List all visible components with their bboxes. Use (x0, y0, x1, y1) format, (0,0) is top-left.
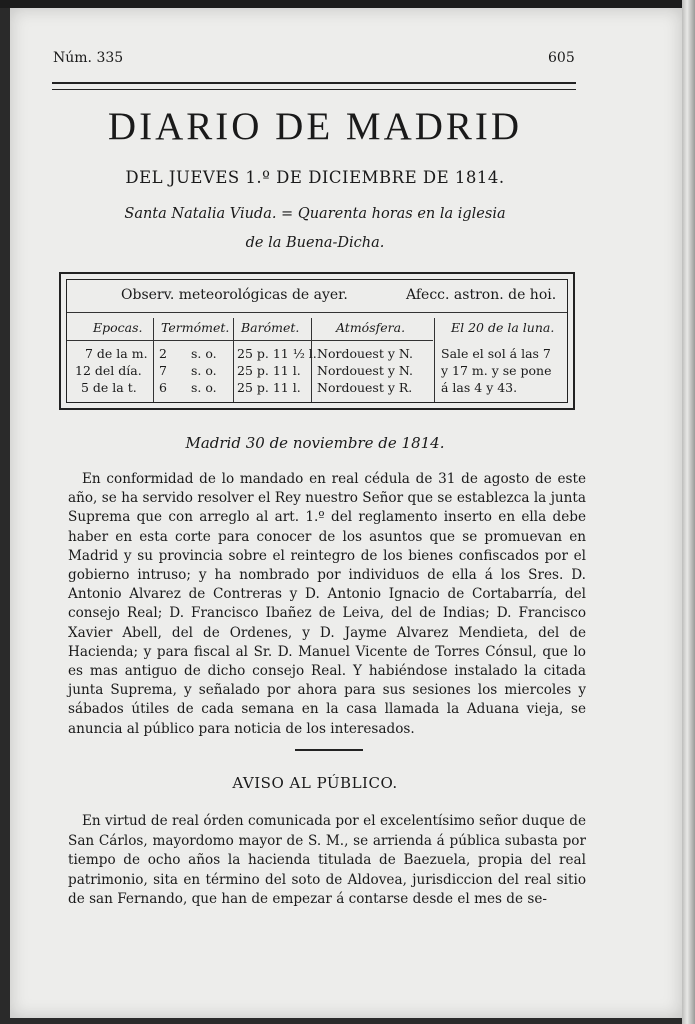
row2-atmosphere: Nordouest y N. (317, 363, 413, 378)
aviso-body: En virtud de real órden comunicada por el excelentísimo señor duque de San Cárlos, mayordomo mayor de S. M., se arrienda á pública subasta por tiempo de ocho años la hacienda titulada de Baezuela, propia del real patrimonio, sita en término del soto de Aldovea, jurisdiccion del real sitio de san Fernando, que han de empezar á contarse desde el mes de se- (68, 813, 586, 908)
row1-barometer: 25 p. 11 ½ l. (237, 346, 317, 361)
weather-col-divider-2 (233, 318, 234, 402)
row1-temp-scale: s. o. (191, 346, 217, 361)
row1-epoch: 7 de la m. (85, 346, 148, 361)
col-head-barometro: Barómet. (241, 320, 300, 335)
weather-header-rule (67, 312, 567, 313)
row3-temp-scale: s. o. (191, 380, 217, 395)
page-edge-right (682, 0, 695, 1024)
weather-col-divider-1 (153, 318, 154, 402)
article-body: En conformidad de lo mandado en real cédula de 31 de agosto de este año, se ha servido resolver el Rey nuestro Señor que se establezca la junta Suprema que con arreglo al art. 1.º del reglamento inserto en ella debe haber en esta corte para conocer de los asuntos que se promuevan en Madrid y su provincia sobre el reintegro de los bienes confiscados por el gobierno intruso; y ha nombrado por individuos de ella á los Sres. D. Antonio Alvarez de Contreras y D. Antonio Ignacio de Cortabarría, del consejo Real; D. Francisco Ibañez de Leiva, del de Indias; D. Francisco Xavier Abell, del de Ordenes, y D. Jayme Alvarez Mendieta, del de Hacienda; y para fiscal al Sr. D. Manuel Vicente de Torres Cónsul, que lo es mas antiguo de dicho consejo Real. Y habiéndose instalado la citada junta Suprema, y señalado por ahora para sus sesiones los miercoles y sábados útiles de cada semana en la casa llamada la Aduana vieja, se anuncia al público para noticia de los interesados. (68, 471, 586, 737)
article-dateline: Madrid 30 de noviembre de 1814. (185, 434, 445, 452)
weather-astro-title: Afecc. astron. de hoi. (406, 287, 557, 303)
col-head-atmosfera: Atmósfera. (336, 320, 406, 335)
row3-barometer: 25 p. 11 l. (237, 380, 301, 395)
astro-line-3: á las 4 y 43. (441, 380, 518, 395)
astro-line-1: Sale el sol á las 7 (441, 346, 551, 361)
issue-dateline: DEL JUEVES 1.º DE DICIEMBRE DE 1814. (125, 168, 505, 187)
row1-temp-deg: 2 (159, 346, 167, 361)
aviso-heading: AVISO AL PÚBLICO. (232, 774, 398, 792)
page-number: 605 (548, 50, 575, 66)
weather-col-divider-4 (434, 318, 435, 402)
masthead-title: DIARIO DE MADRID (107, 105, 523, 148)
row2-epoch: 12 del día. (75, 363, 142, 378)
issue-number: Núm. 335 (53, 50, 124, 66)
newspaper-page (10, 8, 682, 1018)
weather-observations-title: Observ. meteorológicas de ayer. (121, 287, 348, 303)
col-head-termometro: Termómet. (161, 320, 230, 335)
astro-line-2: y 17 m. y se pone (441, 363, 552, 378)
saint-of-day-line1: Santa Natalia Viuda. = Quarenta horas en la iglesia (124, 206, 506, 222)
row3-epoch: 5 de la t. (81, 380, 137, 395)
weather-table (59, 272, 575, 410)
row3-atmosphere: Nordouest y R. (317, 380, 413, 395)
row2-barometer: 25 p. 11 l. (237, 363, 301, 378)
header-double-rule (52, 82, 576, 90)
section-divider (295, 749, 363, 751)
col-head-epocas: Epocas. (93, 320, 143, 335)
row2-temp-scale: s. o. (191, 363, 217, 378)
saint-of-day-line2: de la Buena-Dicha. (245, 235, 385, 251)
weather-column-head-rule (67, 340, 433, 341)
row3-temp-deg: 6 (159, 380, 167, 395)
scan-border-top (0, 0, 695, 8)
col-head-luna: El 20 de la luna. (451, 320, 555, 335)
row1-atmosphere: Nordouest y N. (317, 346, 413, 361)
row2-temp-deg: 7 (159, 363, 167, 378)
